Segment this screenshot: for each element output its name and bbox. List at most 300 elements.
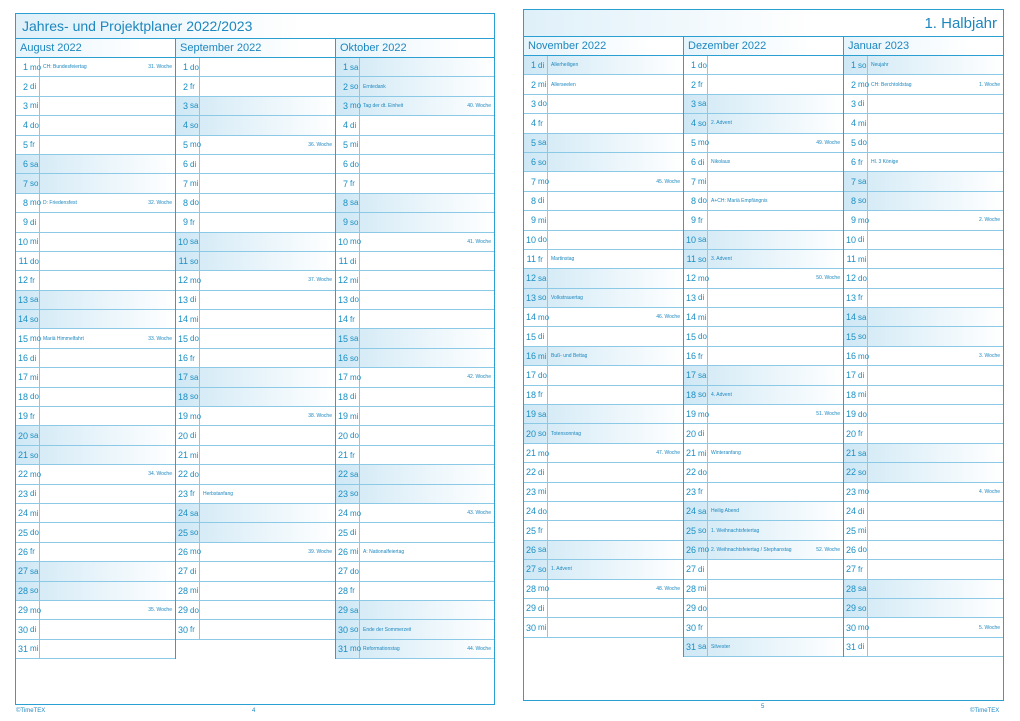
day-row[interactable]	[844, 153, 1003, 172]
weekday-label: sa	[696, 231, 708, 249]
weekday-label: so	[348, 485, 360, 503]
day-row[interactable]	[524, 172, 683, 191]
day-row[interactable]	[524, 521, 683, 540]
weekday-label: mo	[348, 368, 360, 386]
day-number: 10	[845, 234, 856, 245]
day-number: 12	[845, 273, 856, 284]
day-row[interactable]	[524, 211, 683, 230]
day-row[interactable]	[336, 310, 494, 329]
day-row[interactable]	[336, 233, 494, 252]
weekday-label: sa	[28, 562, 40, 580]
week-number: 44. Woche	[467, 645, 491, 652]
weekday-label: mo	[28, 329, 40, 347]
day-row[interactable]	[684, 75, 843, 94]
day-number: 21	[337, 450, 348, 460]
day-row[interactable]	[16, 620, 175, 639]
day-row[interactable]	[336, 58, 494, 77]
day-number: 21	[845, 448, 856, 458]
day-row[interactable]	[16, 368, 175, 387]
weekday-label: mo	[188, 271, 200, 289]
day-row[interactable]	[684, 95, 843, 114]
day-row[interactable]	[844, 95, 1003, 114]
day-row[interactable]	[684, 618, 843, 637]
weekday-label: fr	[188, 349, 200, 367]
day-row[interactable]	[16, 116, 175, 135]
day-row[interactable]	[336, 485, 494, 504]
day-row[interactable]	[684, 366, 843, 385]
page-number-left: 4	[252, 708, 256, 714]
day-row[interactable]	[16, 407, 175, 426]
day-row[interactable]	[16, 213, 175, 232]
day-row[interactable]	[16, 174, 175, 193]
day-number: 20	[177, 430, 188, 441]
day-row[interactable]	[176, 252, 335, 271]
weekday-label: di	[536, 463, 548, 481]
day-row[interactable]	[176, 543, 335, 562]
day-row[interactable]	[336, 136, 494, 155]
day-row[interactable]	[844, 347, 1003, 366]
day-row[interactable]	[336, 329, 494, 348]
day-row[interactable]	[16, 58, 175, 77]
day-number: 16	[177, 353, 188, 364]
day-row[interactable]	[176, 58, 335, 77]
weekday-label: mi	[348, 136, 360, 154]
day-number: 15	[17, 333, 28, 344]
month-headers	[524, 37, 1003, 56]
day-row[interactable]	[844, 327, 1003, 346]
weekday-label: mi	[188, 174, 200, 192]
week-number: 35. Woche	[148, 607, 172, 614]
week-number: 48. Woche	[656, 585, 680, 592]
day-row[interactable]	[844, 502, 1003, 521]
day-row[interactable]	[844, 580, 1003, 599]
day-number: 22	[177, 469, 188, 480]
day-row[interactable]	[524, 386, 683, 405]
day-row[interactable]	[16, 446, 175, 465]
day-number: 4	[182, 120, 188, 131]
day-row[interactable]	[684, 483, 843, 502]
weekday-label: do	[348, 426, 360, 444]
day-row[interactable]	[524, 463, 683, 482]
day-number: 27	[337, 566, 348, 577]
day-row[interactable]	[524, 269, 683, 288]
day-row[interactable]	[176, 368, 335, 387]
day-row[interactable]	[524, 75, 683, 94]
day-row[interactable]	[176, 601, 335, 620]
day-row[interactable]	[684, 580, 843, 599]
week-number: 34. Woche	[148, 471, 172, 478]
day-row[interactable]	[524, 424, 683, 443]
weekday-label: do	[28, 116, 40, 134]
day-row[interactable]	[16, 271, 175, 290]
day-row[interactable]	[176, 504, 335, 523]
page-number-right: 5	[761, 704, 765, 710]
day-row[interactable]	[16, 329, 175, 348]
day-row[interactable]	[684, 405, 843, 424]
week-number: 47. Woche	[656, 450, 680, 456]
weekday-label: do	[348, 155, 360, 173]
day-row[interactable]	[844, 541, 1003, 560]
weekday-label: mi	[856, 114, 868, 132]
day-row[interactable]	[176, 562, 335, 581]
day-row[interactable]	[844, 463, 1003, 482]
day-row[interactable]	[524, 560, 683, 579]
day-number: 22	[17, 469, 28, 480]
day-row[interactable]	[684, 424, 843, 443]
day-row[interactable]	[176, 194, 335, 213]
day-row[interactable]	[524, 327, 683, 346]
day-row[interactable]	[524, 580, 683, 599]
day-row[interactable]	[16, 640, 175, 659]
day-row[interactable]	[524, 502, 683, 521]
day-row[interactable]	[524, 366, 683, 385]
day-row[interactable]	[684, 638, 843, 657]
day-row[interactable]	[844, 521, 1003, 540]
day-row[interactable]	[336, 174, 494, 193]
day-row[interactable]	[844, 250, 1003, 269]
day-row[interactable]	[524, 114, 683, 133]
day-row[interactable]	[16, 136, 175, 155]
weekday-label: fr	[348, 582, 360, 600]
weekday-label: mo	[348, 97, 360, 115]
day-row[interactable]	[684, 521, 843, 540]
day-row[interactable]	[336, 620, 494, 639]
day-row[interactable]	[336, 388, 494, 407]
day-row[interactable]	[16, 194, 175, 213]
weekday-label: do	[28, 388, 40, 406]
day-row[interactable]	[684, 444, 843, 463]
weekday-label: sa	[348, 329, 360, 347]
day-row[interactable]	[176, 620, 335, 639]
weekday-label: di	[348, 388, 360, 406]
day-row[interactable]	[336, 349, 494, 368]
day-row[interactable]	[524, 405, 683, 424]
weekday-label: do	[696, 192, 708, 210]
weekday-label: sa	[696, 95, 708, 113]
day-number: 25	[337, 527, 348, 538]
day-row[interactable]	[684, 386, 843, 405]
day-row[interactable]	[16, 155, 175, 174]
day-row[interactable]	[176, 77, 335, 96]
day-row[interactable]	[16, 523, 175, 542]
weekday-label: do	[348, 291, 360, 309]
weekday-label: do	[188, 329, 200, 347]
weekday-label: so	[536, 424, 548, 442]
day-row[interactable]	[176, 116, 335, 135]
day-row[interactable]	[684, 231, 843, 250]
day-row[interactable]	[684, 289, 843, 308]
day-row[interactable]	[844, 134, 1003, 153]
day-row[interactable]	[524, 231, 683, 250]
day-row[interactable]	[16, 349, 175, 368]
day-row[interactable]	[16, 97, 175, 116]
day-row[interactable]	[524, 289, 683, 308]
weekday-label: di	[536, 56, 548, 74]
day-row[interactable]	[176, 271, 335, 290]
day-row[interactable]	[844, 56, 1003, 75]
copyright-left: ©TimeTEX	[16, 708, 46, 714]
day-number: 20	[845, 428, 856, 439]
day-number: 9	[182, 217, 188, 228]
weekday-label: sa	[856, 172, 868, 190]
weekday-label: sa	[536, 134, 548, 152]
day-number: 28	[17, 585, 28, 596]
weekday-label: sa	[536, 405, 548, 423]
day-row[interactable]	[684, 463, 843, 482]
weekday-label: so	[696, 521, 708, 539]
day-row[interactable]	[16, 582, 175, 601]
holiday-note: 2. Advent	[711, 120, 732, 127]
day-row[interactable]	[16, 543, 175, 562]
day-number: 24	[845, 506, 856, 517]
day-row[interactable]	[336, 562, 494, 581]
day-row[interactable]	[684, 192, 843, 211]
day-number: 15	[337, 333, 348, 344]
day-row[interactable]	[684, 599, 843, 618]
weekday-label: fr	[856, 153, 868, 171]
weekday-label: mo	[28, 194, 40, 212]
day-row[interactable]	[176, 136, 335, 155]
day-row[interactable]	[336, 77, 494, 96]
day-row[interactable]	[524, 95, 683, 114]
weekday-label: di	[536, 599, 548, 617]
weekday-label: sa	[856, 580, 868, 598]
day-row[interactable]	[336, 116, 494, 135]
day-row[interactable]	[684, 347, 843, 366]
weekday-label: mo	[696, 405, 708, 423]
weekday-label: fr	[348, 174, 360, 192]
weekday-label: do	[696, 327, 708, 345]
day-row[interactable]	[844, 405, 1003, 424]
day-row[interactable]	[176, 291, 335, 310]
day-row[interactable]	[336, 368, 494, 387]
day-row[interactable]	[684, 502, 843, 521]
day-row[interactable]	[176, 388, 335, 407]
day-number: 26	[685, 544, 696, 555]
day-row[interactable]	[336, 426, 494, 445]
day-row[interactable]	[336, 155, 494, 174]
day-row[interactable]	[524, 153, 683, 172]
day-row[interactable]	[176, 349, 335, 368]
day-number: 8	[22, 197, 28, 208]
day-number: 8	[850, 195, 856, 206]
day-number: 10	[525, 234, 536, 245]
day-row[interactable]	[684, 114, 843, 133]
day-number: 13	[845, 292, 856, 303]
day-row[interactable]	[176, 426, 335, 445]
weekday-label: do	[856, 134, 868, 152]
day-row[interactable]	[336, 271, 494, 290]
day-row[interactable]	[336, 523, 494, 542]
page-title: Jahres- und Projektplaner 2022/2023	[16, 14, 494, 39]
day-row[interactable]	[336, 97, 494, 116]
weekday-label: so	[856, 56, 868, 74]
day-row[interactable]	[524, 483, 683, 502]
day-row[interactable]	[684, 153, 843, 172]
day-number: 21	[685, 448, 696, 458]
day-number: 9	[850, 215, 856, 226]
day-row[interactable]	[176, 310, 335, 329]
weekday-label: so	[696, 386, 708, 404]
day-row[interactable]	[16, 485, 175, 504]
day-row[interactable]	[684, 308, 843, 327]
day-row[interactable]	[684, 56, 843, 75]
day-row[interactable]	[844, 211, 1003, 230]
day-row[interactable]	[16, 504, 175, 523]
day-row[interactable]	[336, 291, 494, 310]
day-row[interactable]	[176, 465, 335, 484]
day-number: 30	[337, 624, 348, 635]
weekday-label: mo	[856, 347, 868, 365]
day-row[interactable]	[336, 543, 494, 562]
day-row[interactable]	[684, 269, 843, 288]
day-number: 21	[525, 448, 536, 458]
day-number: 19	[177, 411, 188, 422]
day-row[interactable]	[336, 213, 494, 232]
week-number: 52. Woche	[816, 546, 840, 553]
day-row[interactable]	[16, 310, 175, 329]
holiday-note: Allerseelen	[551, 81, 576, 88]
day-number: 5	[182, 139, 188, 150]
day-row[interactable]	[844, 638, 1003, 657]
day-row[interactable]	[336, 194, 494, 213]
day-row[interactable]	[524, 541, 683, 560]
weekday-label: mo	[536, 580, 548, 598]
weekday-label: di	[348, 523, 360, 541]
day-row[interactable]	[16, 601, 175, 620]
day-row[interactable]	[176, 407, 335, 426]
day-number: 21	[17, 450, 28, 460]
holiday-note: 2. Weihnachtsfeiertag / Stephanstag	[711, 546, 792, 553]
day-row[interactable]	[524, 444, 683, 463]
day-row[interactable]	[844, 231, 1003, 250]
day-row[interactable]	[176, 582, 335, 601]
day-row[interactable]	[16, 388, 175, 407]
day-row[interactable]	[844, 560, 1003, 579]
day-row[interactable]	[844, 308, 1003, 327]
day-number: 4	[530, 118, 536, 129]
weekday-label: di	[28, 77, 40, 95]
day-number: 14	[177, 314, 188, 325]
day-row[interactable]	[336, 252, 494, 271]
day-row[interactable]	[524, 347, 683, 366]
weekday-label: do	[348, 562, 360, 580]
day-row[interactable]	[844, 75, 1003, 94]
day-row[interactable]	[684, 560, 843, 579]
day-row[interactable]	[336, 446, 494, 465]
month-column	[524, 56, 684, 657]
day-row[interactable]	[176, 155, 335, 174]
day-row[interactable]	[176, 485, 335, 504]
day-number: 1	[182, 62, 188, 73]
day-row[interactable]	[524, 599, 683, 618]
day-row[interactable]	[684, 134, 843, 153]
day-row[interactable]	[844, 114, 1003, 133]
day-row[interactable]	[16, 77, 175, 96]
day-row[interactable]	[524, 56, 683, 75]
day-number: 5	[22, 139, 28, 150]
day-row[interactable]	[336, 504, 494, 523]
day-row[interactable]	[524, 134, 683, 153]
day-row[interactable]	[336, 407, 494, 426]
day-row[interactable]	[336, 582, 494, 601]
day-number: 20	[685, 428, 696, 439]
weekday-label: do	[696, 599, 708, 617]
month-columns	[524, 56, 1003, 657]
day-row[interactable]	[16, 562, 175, 581]
day-row[interactable]	[524, 618, 683, 637]
day-row[interactable]	[176, 446, 335, 465]
day-row[interactable]	[844, 386, 1003, 405]
day-row[interactable]	[176, 523, 335, 542]
day-row[interactable]	[684, 250, 843, 269]
day-number: 7	[850, 176, 856, 187]
day-row[interactable]	[16, 465, 175, 484]
day-row[interactable]	[176, 329, 335, 348]
day-row[interactable]	[524, 308, 683, 327]
day-row[interactable]	[684, 172, 843, 191]
day-row[interactable]	[844, 424, 1003, 443]
day-number: 19	[337, 411, 348, 422]
weekday-label: do	[188, 58, 200, 76]
week-number: 49. Woche	[816, 139, 840, 146]
day-number: 3	[182, 100, 188, 111]
day-row[interactable]	[684, 211, 843, 230]
weekday-label: mi	[696, 308, 708, 326]
holiday-note: Erntedank	[363, 83, 386, 90]
day-row[interactable]	[336, 601, 494, 620]
day-row[interactable]	[176, 213, 335, 232]
day-number: 25	[17, 527, 28, 538]
day-row[interactable]	[844, 366, 1003, 385]
day-number: 29	[845, 603, 856, 614]
day-row[interactable]	[844, 599, 1003, 618]
day-number: 14	[685, 312, 696, 323]
day-row[interactable]	[336, 465, 494, 484]
day-row[interactable]	[844, 172, 1003, 191]
holiday-note: Buß- und Bettag	[551, 353, 588, 360]
day-row[interactable]	[524, 250, 683, 269]
day-row[interactable]	[16, 233, 175, 252]
day-row[interactable]	[16, 291, 175, 310]
weekday-label: di	[536, 327, 548, 345]
day-number: 5	[530, 137, 536, 148]
day-number: 17	[17, 372, 28, 383]
day-number: 31	[845, 641, 856, 652]
day-row[interactable]	[844, 269, 1003, 288]
day-row[interactable]	[684, 327, 843, 346]
day-number: 16	[337, 353, 348, 364]
day-row[interactable]	[524, 192, 683, 211]
day-row[interactable]	[336, 640, 494, 659]
weekday-label: do	[188, 465, 200, 483]
day-row[interactable]	[176, 174, 335, 193]
day-row[interactable]	[16, 426, 175, 445]
day-number: 6	[182, 159, 188, 170]
day-row[interactable]	[844, 444, 1003, 463]
day-row[interactable]	[176, 233, 335, 252]
day-row[interactable]	[844, 192, 1003, 211]
day-row[interactable]	[844, 289, 1003, 308]
day-row[interactable]	[844, 618, 1003, 637]
weekday-label: mi	[28, 368, 40, 386]
day-row[interactable]	[16, 252, 175, 271]
day-row[interactable]	[844, 483, 1003, 502]
weekday-label: di	[856, 502, 868, 520]
day-row[interactable]	[684, 541, 843, 560]
day-row[interactable]	[176, 97, 335, 116]
holiday-note: Nikolaus	[711, 159, 731, 166]
